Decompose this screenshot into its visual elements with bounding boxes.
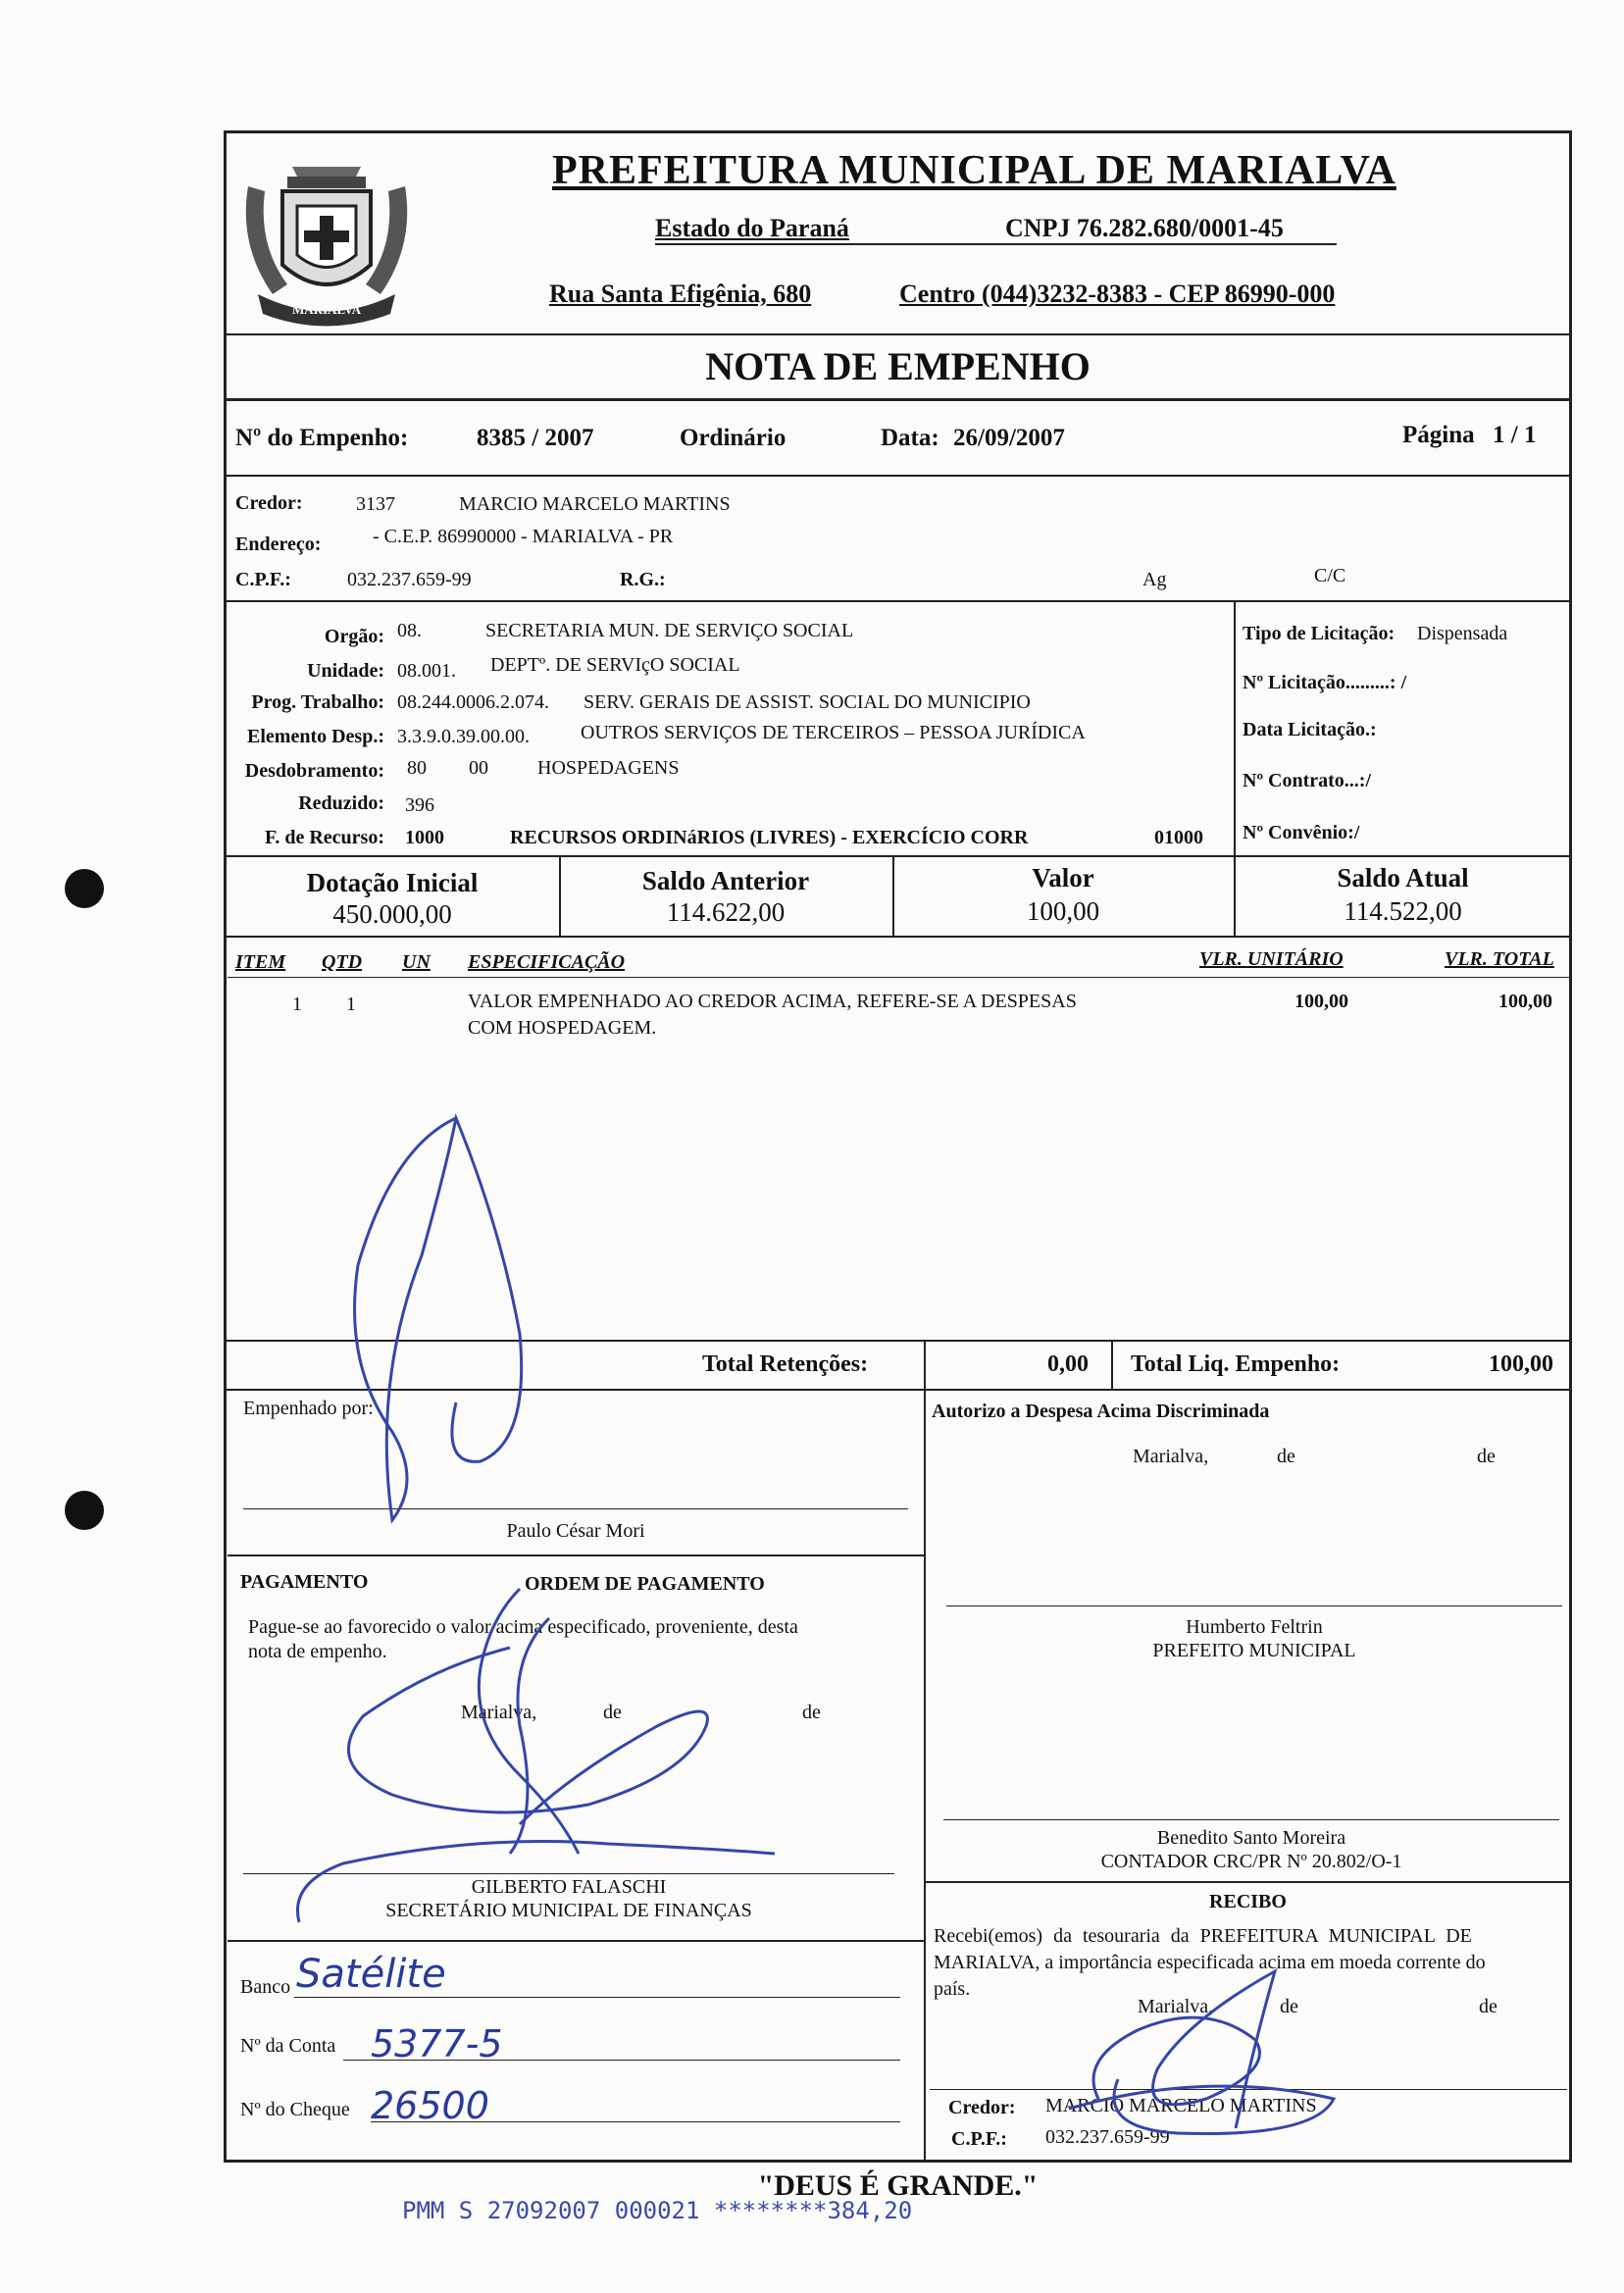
header-state-line: [655, 243, 1337, 245]
credor-label: Credor:: [235, 492, 303, 514]
divider: [228, 1554, 924, 1556]
col-header-unitario: VLR. UNITÁRIO: [1199, 948, 1344, 970]
signature-line: [943, 1819, 1559, 1820]
credor-code: 3137: [356, 493, 395, 515]
valor-value: 100,00: [1026, 896, 1100, 926]
field-line: [371, 2121, 900, 2122]
doc-title: NOTA DE EMPENHO: [705, 344, 1091, 388]
elemento-label: Elemento Desp.:: [247, 726, 384, 747]
row-qtd: 1: [346, 994, 356, 1015]
rg-label: R.G.:: [620, 569, 666, 590]
recibo-credor-label: Credor:: [948, 2097, 1016, 2118]
col-header-item: ITEM: [235, 951, 286, 973]
divider: [924, 1340, 926, 1389]
row-espec-line1: VALOR EMPENHADO AO CREDOR ACIMA, REFERE-SE A DESPESAS: [468, 991, 1077, 1012]
coat-of-arms-logo: [233, 147, 420, 333]
dotacao-value: 450.000,00: [332, 899, 452, 929]
page-number: 1 / 1: [1493, 422, 1537, 448]
unidade-label: Unidade:: [307, 660, 384, 682]
desdobramento-name: HOSPEDAGENS: [537, 757, 680, 779]
pagamento-place: Marialva,: [461, 1702, 537, 1723]
pagamento-label: PAGAMENTO: [240, 1571, 369, 1593]
banco-label: Banco: [240, 1976, 291, 1998]
divider: [224, 600, 1572, 602]
divider: [224, 936, 1572, 938]
credor-name: MARCIO MARCELO MARTINS: [459, 493, 731, 515]
row-total-value: 100,00: [1498, 991, 1552, 1012]
divider: [924, 1881, 1572, 1883]
punch-hole-bottom: [65, 1491, 104, 1530]
empenho-type: Ordinário: [680, 425, 787, 451]
desdobramento-a: 80: [407, 757, 427, 779]
recibo-cpf-label: C.P.F.:: [951, 2128, 1007, 2150]
payment-stamp: PMM S 27092007 000021 ********384,20: [402, 2197, 913, 2224]
cpf-value: 032.237.659-99: [347, 569, 472, 590]
empenhado-label: Empenhado por:: [243, 1398, 374, 1419]
valor-label: Valor: [1032, 863, 1094, 892]
recurso-number: 01000: [1154, 827, 1203, 848]
cheque-value: 26500: [371, 2084, 489, 2127]
recibo-text-2: MARIALVA, a importância especificada acima em moeda corrente do: [934, 1952, 1486, 1973]
recibo-label: RECIBO: [1209, 1891, 1287, 1912]
recibo-text-3: país.: [934, 1978, 971, 2000]
pagamento-de-1: de: [603, 1702, 622, 1723]
handwritten-signature-recibo: [1059, 1952, 1353, 2148]
autorizo-label: Autorizo a Despesa Acima Discriminada: [932, 1401, 1270, 1422]
recibo-place: Marialva,: [1138, 1996, 1214, 2017]
saldo-atual-label: Saldo Atual: [1337, 863, 1469, 892]
conta-value: 5377-5: [371, 2022, 503, 2065]
licitacao-tipo: Dispensada: [1417, 623, 1508, 644]
prog-label: Prog. Trabalho:: [251, 691, 384, 713]
endereco-value: - C.E.P. 86990000 - MARIALVA - PR: [373, 526, 674, 547]
orgao-code: 08.: [397, 620, 422, 641]
elemento-code: 3.3.9.0.39.00.00.: [397, 726, 530, 747]
field-line: [294, 1997, 900, 1998]
ag-label: Ag: [1142, 569, 1167, 590]
pagamento-text-2: nota de empenho.: [248, 1641, 387, 1662]
cc-label: C/C: [1314, 565, 1346, 586]
handwritten-signature-pagamento: [284, 1559, 834, 1932]
recibo-de-1: de: [1280, 1996, 1298, 2017]
unidade-code: 08.001.: [397, 660, 456, 682]
divider: [1234, 600, 1236, 855]
pagamento-de-2: de: [802, 1702, 821, 1723]
header-address-rest: Centro (044)3232-8383 - CEP 86990-000: [899, 280, 1336, 308]
header-title: PREFEITURA MUNICIPAL DE MARIALVA: [552, 148, 1396, 193]
page-label: Página: [1402, 422, 1475, 448]
recurso-code: 1000: [405, 827, 444, 848]
unidade-name: DEPTº. DE SERVIçO SOCIAL: [490, 654, 740, 676]
divider: [228, 977, 1569, 978]
total-liquido-label: Total Liq. Empenho:: [1131, 1351, 1341, 1377]
col-header-un: UN: [402, 951, 431, 973]
pagamento-text-1: Pague-se ao favorecido o valor acima especificado, proveniente, desta: [248, 1616, 798, 1638]
row-unit-value: 100,00: [1294, 991, 1348, 1012]
divider: [224, 855, 1572, 857]
col-header-qtd: QTD: [322, 951, 363, 973]
field-line: [343, 2060, 900, 2061]
signature-line: [946, 1605, 1562, 1606]
banco-value: Satélite: [296, 1952, 446, 1997]
contador-role: CONTADOR CRC/PR Nº 20.802/O-1: [1100, 1851, 1402, 1872]
empenho-date: 26/09/2007: [953, 425, 1065, 451]
recurso-name: RECURSOS ORDINáRIOS (LIVRES) - EXERCÍCIO CORR: [510, 827, 1029, 848]
prefeito-role: PREFEITO MUNICIPAL: [1152, 1640, 1356, 1661]
autorizo-de-2: de: [1477, 1446, 1496, 1467]
licitacao-convenio: Nº Convênio:/: [1243, 822, 1360, 843]
total-retencoes-value: 0,00: [1047, 1351, 1089, 1377]
recurso-label: F. de Recurso:: [264, 827, 384, 848]
header-cnpj: CNPJ 76.282.680/0001-45: [1005, 214, 1284, 242]
autorizo-place: Marialva,: [1133, 1446, 1209, 1467]
empenho-number: 8385 / 2007: [477, 425, 594, 451]
orgao-label: Orgão:: [324, 626, 384, 647]
empenhado-name: Paulo César Mori: [506, 1520, 645, 1542]
divider: [224, 333, 1572, 335]
total-retencoes-label: Total Retenções:: [702, 1351, 869, 1377]
saldo-atual-value: 114.522,00: [1344, 896, 1462, 926]
recibo-de-2: de: [1479, 1996, 1497, 2017]
endereco-label: Endereço:: [235, 534, 322, 555]
dotacao-label: Dotação Inicial: [306, 868, 479, 897]
reduzido-label: Reduzido:: [298, 792, 384, 814]
recibo-text-1: Recebi(emos) da tesouraria da PREFEITURA MUNICIPAL DE: [934, 1925, 1472, 1947]
divider: [924, 1389, 926, 2163]
col-header-espec: ESPECIFICAÇÃO: [468, 951, 626, 973]
recibo-credor-name: MARCIO MARCELO MARTINS: [1045, 2095, 1317, 2116]
recibo-cpf-value: 032.237.659-99: [1045, 2126, 1170, 2148]
row-espec-line2: COM HOSPEDAGEM.: [468, 1017, 657, 1039]
desdobramento-label: Desdobramento:: [244, 760, 384, 782]
prog-code: 08.244.0006.2.074.: [397, 691, 549, 713]
secretario-name: GILBERTO FALASCHI: [471, 1876, 667, 1898]
contador-name: Benedito Santo Moreira: [1156, 1827, 1346, 1849]
row-item: 1: [292, 994, 302, 1015]
divider: [228, 1940, 924, 1942]
licitacao-contrato: Nº Contrato...:/: [1243, 770, 1372, 791]
cheque-label: Nº do Cheque: [240, 2099, 350, 2120]
handwritten-signature-empenho: [333, 1108, 608, 1540]
saldo-anterior-label: Saldo Anterior: [641, 866, 810, 895]
divider: [224, 398, 1572, 401]
ordem-pagamento-label: ORDEM DE PAGAMENTO: [525, 1573, 765, 1595]
autorizo-de-1: de: [1277, 1446, 1295, 1467]
secretario-role: SECRETÁRIO MUNICIPAL DE FINANÇAS: [385, 1900, 752, 1921]
punch-hole-top: [65, 869, 104, 908]
prog-name: SERV. GERAIS DE ASSIST. SOCIAL DO MUNICIPIO: [584, 691, 1031, 713]
elemento-name: OUTROS SERVIÇOS DE TERCEIROS – PESSOA JURÍDICA: [581, 722, 1086, 743]
prefeito-name: Humberto Feltrin: [1186, 1616, 1323, 1638]
footer-motto: "DEUS É GRANDE.": [757, 2169, 1039, 2202]
saldo-anterior-value: 114.622,00: [666, 897, 786, 927]
orgao-name: SECRETARIA MUN. DE SERVIÇO SOCIAL: [485, 620, 854, 641]
svg-text:MARIALVA: MARIALVA: [291, 302, 362, 317]
header-state: Estado do Paraná: [655, 214, 849, 242]
conta-label: Nº da Conta: [240, 2035, 336, 2057]
empenho-number-label: Nº do Empenho:: [235, 425, 409, 451]
licitacao-numero: Nº Licitação.........: /: [1243, 672, 1407, 693]
licitacao-tipo-label: Tipo de Licitação:: [1243, 623, 1396, 644]
licitacao-data: Data Licitação.:: [1243, 719, 1377, 740]
desdobramento-b: 00: [469, 757, 488, 779]
reduzido-value: 396: [405, 794, 434, 816]
divider: [224, 475, 1572, 477]
divider: [1111, 1340, 1113, 1389]
col-header-total: VLR. TOTAL: [1445, 948, 1554, 970]
header-address: Rua Santa Efigênia, 680: [549, 280, 812, 308]
total-liquido-value: 100,00: [1489, 1351, 1553, 1377]
cpf-label: C.P.F.:: [235, 569, 291, 590]
empenho-date-label: Data:: [881, 425, 939, 451]
